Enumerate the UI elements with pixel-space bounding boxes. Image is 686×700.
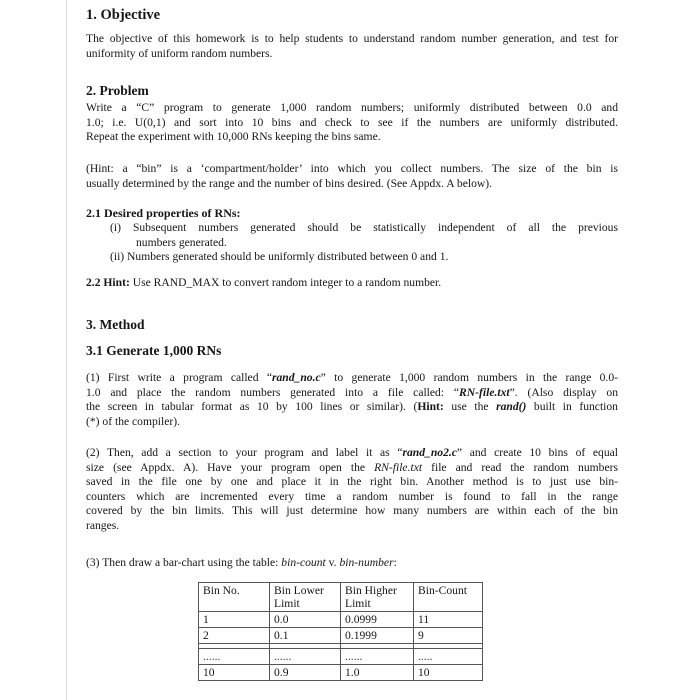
hint-paragraph [86, 162, 618, 191]
step3-a: (3) Then draw a bar-chart using the table: [86, 556, 282, 569]
method-step-3 [86, 556, 618, 571]
cell: 0.0999 [341, 612, 414, 628]
property-item-2: (ii) Numbers generated should be uniformly distributed between 0 and 1. [110, 250, 449, 264]
table-row-ellipsis [199, 649, 483, 665]
header-bin-higher-l1: Bin Higher [345, 584, 397, 597]
cell: 2 [199, 628, 270, 644]
step1-l3a: the screen in tabular format as 10 by 100 lines or similar). ( [86, 400, 418, 414]
step1-l3e: built in function [526, 400, 618, 414]
step-2-line [86, 446, 618, 461]
cell: ...... [199, 649, 270, 665]
page-left-edge [66, 0, 67, 700]
table-row [199, 628, 483, 644]
hint-line: usually determined by the range and the number of bins desired. (See Appdx. A below). [86, 176, 493, 190]
step1-hint-label: Hint: [417, 400, 444, 414]
step2-l1a: (2) Then, add a section to your program and label it as “ [86, 446, 403, 459]
step2-l4: counters which are incremented every time a random number is found to fall in the range [86, 489, 618, 503]
section-3-title: 3. Method [86, 317, 145, 332]
cell: 0.0 [270, 612, 341, 628]
cell: 0.1999 [341, 628, 414, 644]
step-1-line [86, 386, 618, 401]
problem-paragraph [86, 101, 618, 145]
method-step-2 [86, 446, 618, 534]
subsection-2-1-title: 2.1 Desired properties of RNs: [86, 206, 241, 220]
cell: 10 [414, 665, 483, 681]
subsection-2-2 [86, 276, 618, 291]
step2-l1c: ” and create 10 bins of equal [456, 446, 618, 459]
step2-l5: covered by the bin limits. This will just determine how many numbers are within each of the bin [86, 504, 618, 518]
problem-line: Write a “C” program to generate 1,000 random numbers; uniformly distributed between 0.0 and [86, 101, 618, 114]
header-bin-count: Bin-Count [414, 583, 483, 612]
cell: 11 [414, 612, 483, 628]
step3-c: v. [325, 556, 340, 569]
subsection-2-2-label: 2.2 Hint: [86, 276, 130, 289]
hint-line: (Hint: a “bin” is a ‘compartment/holder’ into which you collect numbers. The size of the bin is [86, 162, 618, 175]
step1-l4: (*) of the compiler). [86, 414, 181, 428]
step1-l2c: ”. (Also display on [509, 385, 618, 399]
header-bin-higher-l2: Limit [345, 597, 371, 610]
cell: ..... [414, 649, 483, 665]
property-item-1: (i) Subsequent numbers generated should be statistically independent of all the previous [110, 221, 618, 234]
problem-line: Repeat the experiment with 10,000 RNs keeping the bins same. [86, 130, 381, 144]
step3-bin-count: bin-count [281, 556, 326, 569]
cell: ...... [270, 649, 341, 665]
step-1-line [86, 400, 618, 415]
header-bin-lower-l1: Bin Lower [274, 584, 324, 597]
cell: 9 [414, 628, 483, 644]
step1-l1a: (1) First write a program called “ [86, 371, 272, 384]
cell: ...... [341, 649, 414, 665]
header-bin-higher [341, 583, 414, 612]
step-2-line [86, 461, 618, 476]
table-row [199, 612, 483, 628]
cell: 0.9 [270, 665, 341, 681]
file-name-rn-file: RN-file.txt [459, 385, 510, 399]
header-bin-lower [270, 583, 341, 612]
step1-l2a: 1.0 and place the random numbers generated into a file called: “ [86, 385, 460, 399]
file-name-rand-no: rand_no.c [272, 371, 321, 384]
step-1-line [86, 371, 618, 386]
cell: 1 [199, 612, 270, 628]
table-row [199, 665, 483, 681]
header-bin-lower-l2: Limit [274, 597, 300, 610]
file-name-rand-no2: rand_no2.c [402, 446, 457, 459]
step2-l2a: size (see Appdx. A). Have your program open the [86, 460, 375, 474]
table-header-row [199, 583, 483, 612]
header-bin-no: Bin No. [199, 583, 270, 612]
cell: 0.1 [270, 628, 341, 644]
step2-l6: ranges. [86, 518, 120, 532]
section-1-title: 1. Objective [86, 7, 161, 23]
step1-l1c: ” to generate 1,000 random numbers in the range 0.0- [320, 371, 618, 384]
section-2-title: 2. Problem [86, 83, 149, 98]
subsection-2-2-text: Use RAND_MAX to convert random integer to a random number. [132, 276, 442, 289]
step1-l3c: use the [443, 400, 497, 414]
property-item-1-cont: numbers generated. [136, 235, 227, 249]
method-step-1 [86, 371, 618, 429]
function-name-rand: rand() [496, 400, 527, 414]
step2-l3: saved in the file one by one and place it in the right bin. Another method is to just use bin- [86, 475, 618, 489]
problem-line: 1.0; i.e. U(0,1) and sort into 10 bins and check to see if the numbers are uniformly distributed. [86, 115, 618, 129]
cell: 1.0 [341, 665, 414, 681]
cell: 10 [199, 665, 270, 681]
objective-paragraph: The objective of this homework is to help students to understand random number generation, and test for uniformity of uniform random numbers. [86, 32, 618, 60]
desired-properties-list [110, 221, 618, 265]
step2-l2c: file and read the random numbers [422, 460, 618, 474]
step3-bin-number: bin-number [339, 556, 394, 569]
subsection-3-1-title: 3.1 Generate 1,000 RNs [86, 343, 222, 358]
step3-e: : [393, 556, 397, 569]
document-page [76, 0, 636, 700]
file-name-rn-file-italic: RN-file.txt [374, 460, 423, 474]
bins-table [198, 582, 483, 681]
